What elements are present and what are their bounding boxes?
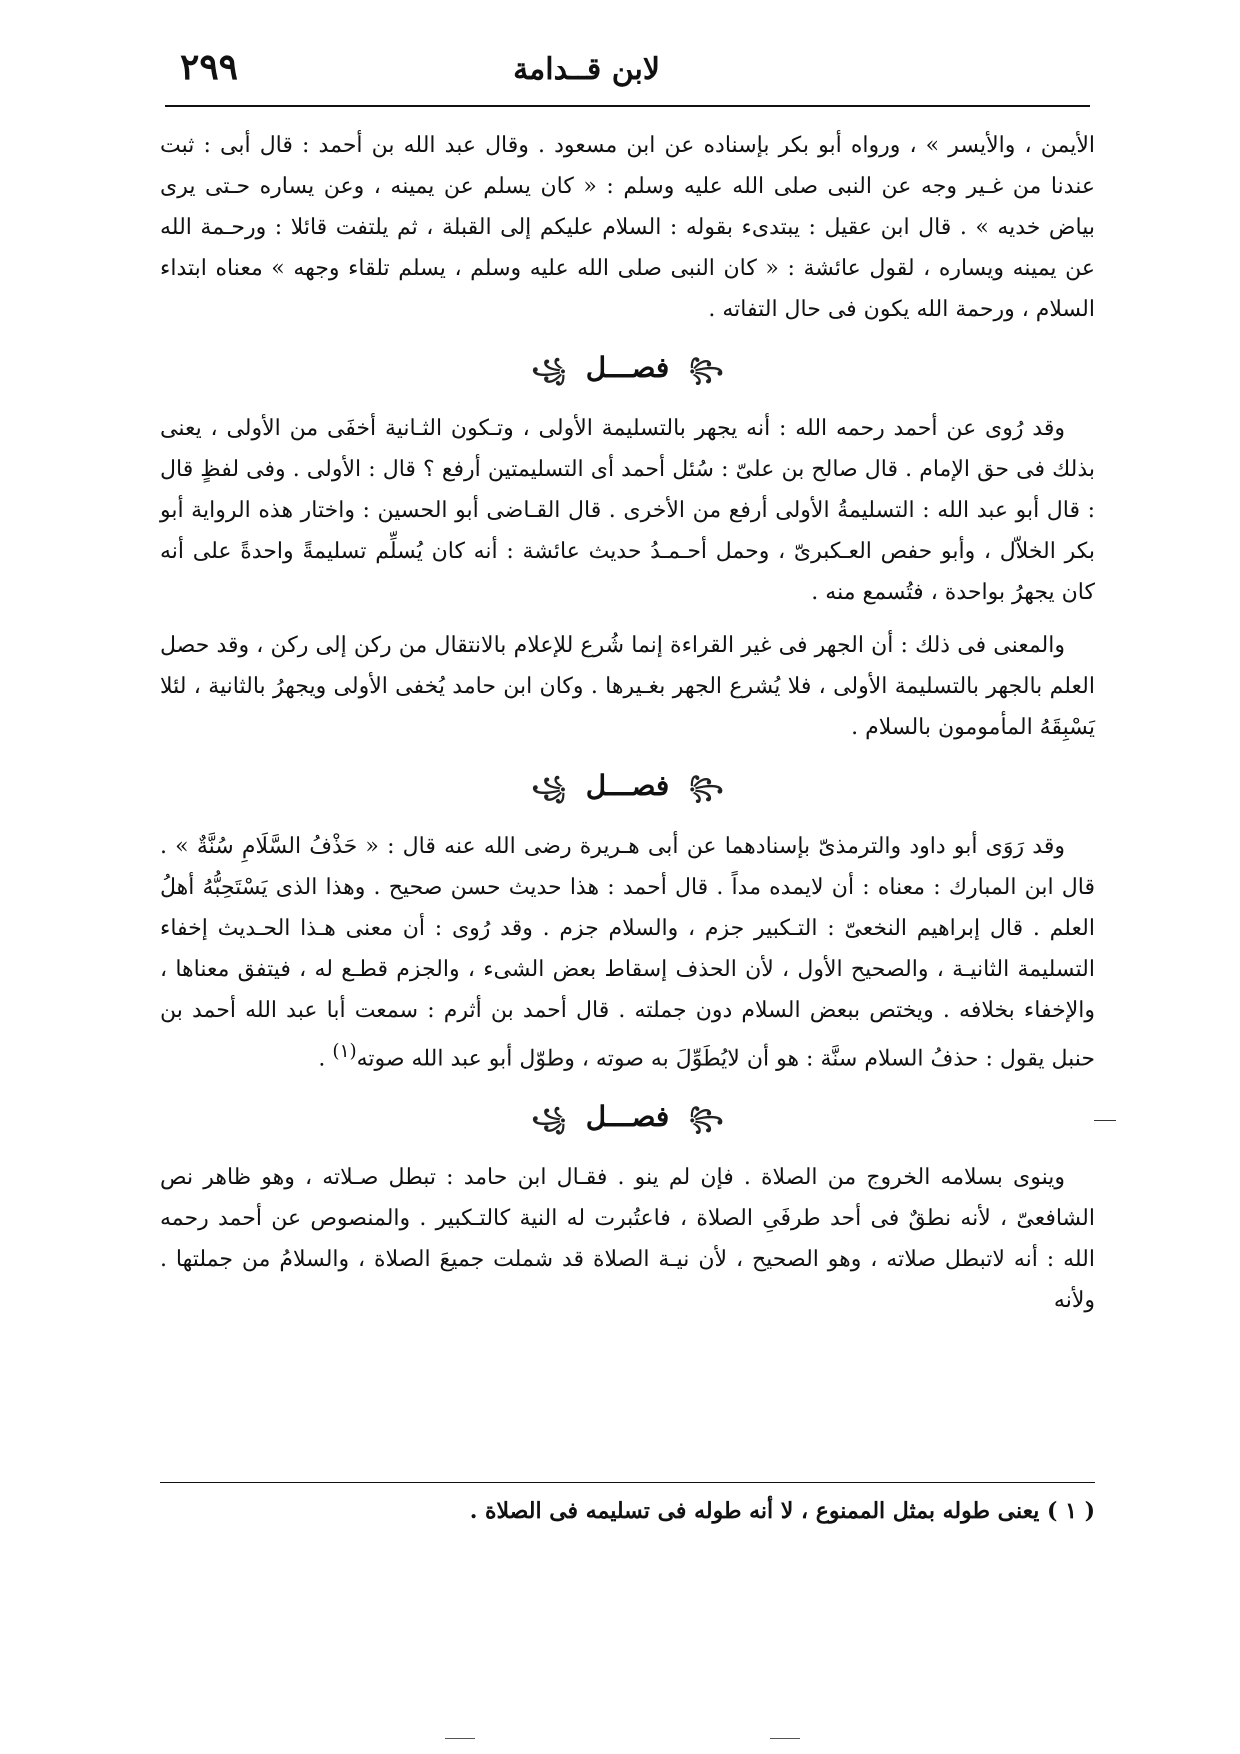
page-header: [165, 44, 1090, 104]
section-heading-1: [160, 336, 1095, 400]
ornament-icon: ꧂: [688, 1106, 724, 1133]
header-rule: [165, 105, 1090, 107]
paragraph-gap: [160, 613, 1095, 625]
paragraph-4-end: .: [318, 1046, 333, 1072]
paragraph-5: وينوى بسلامه الخروج من الصلاة . فإن لم ينو . فقـال ابن حامد : تبطل صـلاته ، وهو ظاهر نص الشافعىّ ، لأنه نطقٌ فى أحد طرفَىِ الصلاة ، فاعتُبرت له النية كالتـكبير . والمنصوص عن أحمد رحمه الله : أنه لاتبطل صلاته ، وهو الصحيح ، لأن نيـة الصلاة قد شملت جميعَ الصلاة ، والسلامُ من جملتها . ولأنه: [160, 1165, 1095, 1314]
section-heading-2: [160, 754, 1095, 818]
ornament-icon: ꧁: [531, 775, 566, 801]
ornament-icon: ꧁: [531, 1106, 566, 1133]
footnote: ( ١ ) يعنى طوله بمثل الممنوع ، لا أنه طوله فى تسليمه فى الصلاة .: [469, 1498, 1095, 1524]
ornament-icon: ꧂: [688, 357, 724, 383]
section-heading-3: [160, 1085, 1095, 1149]
paragraph-3: والمعنى فى ذلك : أن الجهر فى غير القراءة إنما شُرع للإعلام بالانتقال من ركن إلى ركن ، وقد حصل العلم بالجهر بالتسليمة الأولى ، فلا يُشرع الجهر بغـيرها . وكان ابن حامد يُخفى الأولى ويجهرُ بالثانية ، لئلا يَسْبِقَهُ المأمومون بالسلام .: [160, 633, 1095, 740]
bottom-margin-mark: [445, 1738, 475, 1739]
section-heading-label: فصـــل: [585, 769, 670, 802]
footnote-rule: [160, 1482, 1095, 1483]
section-heading-label: فصـــل: [585, 351, 670, 384]
footnote-reference: (١): [332, 1041, 357, 1062]
paragraph-2: وقد رُوى عن أحمد رحمه الله : أنه يجهر بالتسليمة الأولى ، وتـكون الثـانية أخفَى من الأولى ، يعنى بذلك فى حق الإمام . قال صالح بن علىّ : سُئل أحمد أى التسليمتين أرفع ؟ قال : الأولى . وفى لفظٍ قال : قال أبو عبد الله : التسليمةُ الأولى أرفع من الأخرى . قال القـاضى أبو الحسين : واختار هذه الرواية أبو بكر الخلاّل ، وأبو حفص العـكبرىّ ، وحمل أحـمـدُ حديث عائشة : أنه كان يُسلِّم تسليمةً واحدةً على أنه كان يجهرُ بواحدة ، فتُسمع منه .: [160, 416, 1095, 605]
section-heading-label: فصـــل: [585, 1100, 670, 1134]
bottom-margin-mark: [770, 1738, 800, 1739]
main-text: [160, 125, 1095, 1321]
paragraph-4: [160, 826, 1095, 1079]
ornament-icon: ꧂: [688, 775, 724, 801]
margin-mark: [1094, 1120, 1116, 1121]
paragraph-1: الأيمن ، والأيسر » ، ورواه أبو بكر بإسناده عن ابن مسعود . وقال عبد الله بن أحمد : قال أبى : ثبت عندنا من غـير وجه عن النبى صلى الله عليه وسلم : « كان يسلم عن يمينه ، وعن يساره حـتى يرى بياض خديه » . قال ابن عقيل : يبتدىء بقوله : السلام عليكم إلى القبلة ، ثم يلتفت قائلا : ورحـمة الله عن يمينه ويساره ، لقول عائشة : « كان النبى صلى الله عليه وسلم ، يسلم تلقاء وجهه » معناه ابتداء السلام ، ورحمة الله يكون فى حال التفاته .: [160, 133, 1095, 322]
page-number: ٢٩٩: [180, 46, 239, 88]
paragraph-4-text: وقد رَوَى أبو داود والترمذىّ بإسنادهما عن أبى هـريرة رضى الله عنه قال : « حَذْفُ السَّلَامِ سُنَّةٌ » . قال ابن المبارك : معناه : أن لايمده مداً . قال أحمد : هذا حديث حسن صحيح . وهذا الذى يَسْتَحِبُّهُ أهلُ العلم . قال إبراهيم النخعىّ : التـكبير جزم ، والسلام جزم . وقد رُوى : أن معنى هـذا الحـديث إخفاء التسليمة الثانيـة ، والصحيح الأول ، لأن الحذف إسقاط بعض الشىء ، والجزم قطـع له ، فيتفق معناها ، والإخفاء بخلافه . ويختص ببعض السلام دون جملته . قال أحمد بن أثرم : سمعت أبا عبد الله أحمد بن حنبل يقول : حذفُ السلام سنَّة : هو أن لايُطَوِّلَ به صوته ، وطوّل أبو عبد الله صوته: [160, 834, 1095, 1072]
ornament-icon: ꧁: [531, 357, 566, 383]
running-title: لابن قــدامة: [513, 52, 660, 87]
